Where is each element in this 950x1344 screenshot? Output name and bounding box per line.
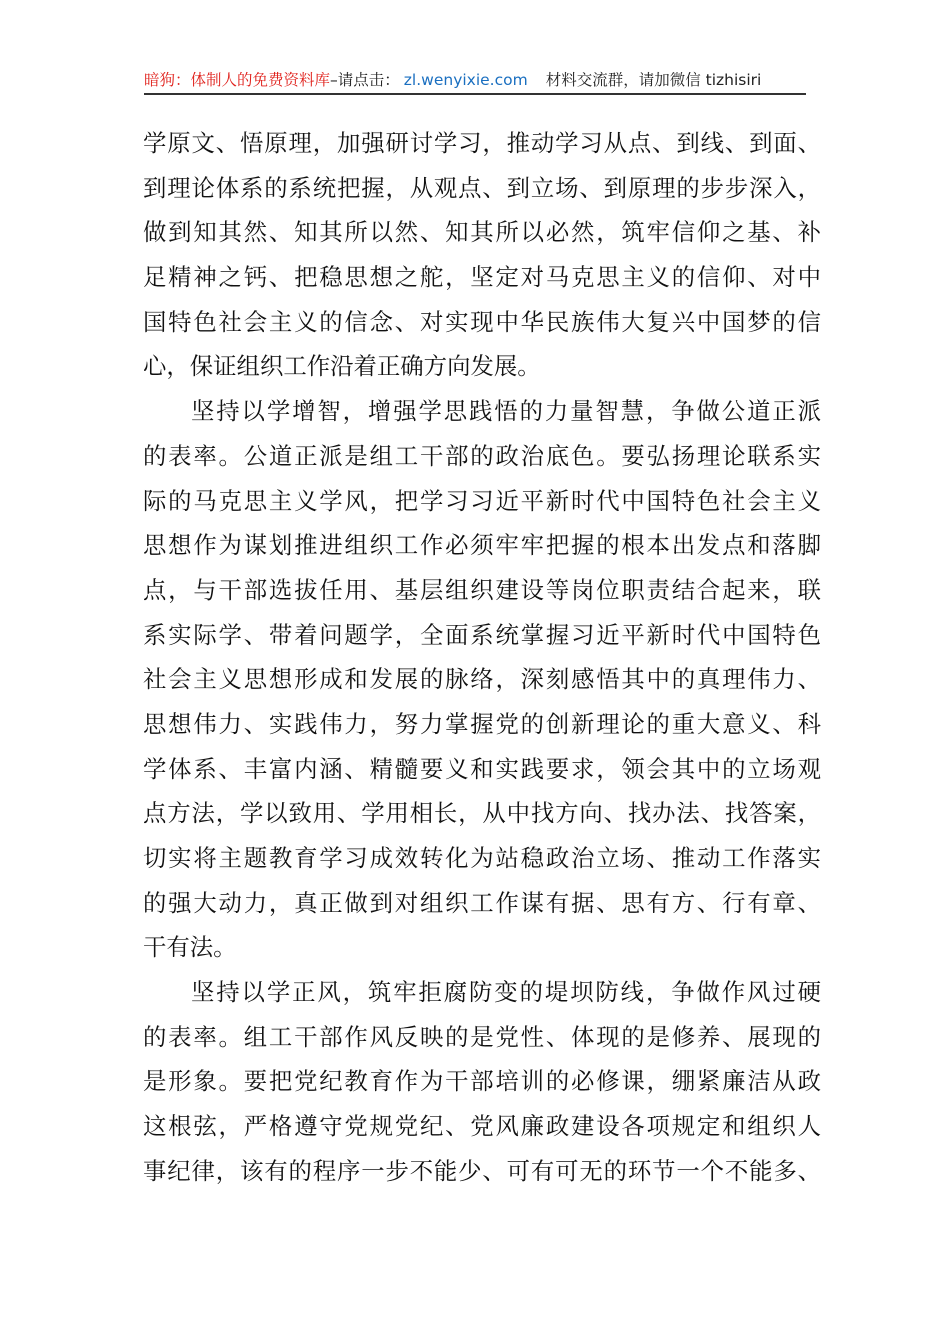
text-line: 的表率。公道正派是组工干部的政治底色。要弘扬理论联系实 xyxy=(143,441,821,470)
text-line: 干有法。 xyxy=(143,933,237,962)
text-line: 思想伟力、实践伟力，努力掌握党的创新理论的重大意义、科 xyxy=(143,709,821,738)
text-line: 思想作为谋划推进组织工作必须牢牢把握的根本出发点和落脚 xyxy=(143,531,821,560)
text-line: 点方法，学以致用、学用相长，从中找方向、找办法、找答案， xyxy=(143,799,821,828)
text-line: 系实际学、带着问题学，全面系统掌握习近平新时代中国特色 xyxy=(143,620,821,649)
text-line: 的强大动力，真正做到对组织工作谋有据、思有方、行有章、 xyxy=(143,888,821,917)
text-line: 社会主义思想形成和发展的脉络，深刻感悟其中的真理伟力、 xyxy=(143,665,821,694)
text-line: 际的马克思主义学风，把学习习近平新时代中国特色社会主义 xyxy=(143,486,821,515)
text-line: 做到知其然、知其所以然、知其所以必然，筑牢信仰之基、补 xyxy=(143,218,821,247)
text-line: 的表率。组工干部作风反映的是党性、体现的是修养、展现的 xyxy=(143,1022,821,1051)
header-prompt: –请点击： xyxy=(330,71,400,89)
text-line: 坚持以学增智，增强学思践悟的力量智慧，争做公道正派 xyxy=(191,397,821,426)
text-line: 足精神之钙、把稳思想之舵，坚定对马克思主义的信仰、对中 xyxy=(143,263,821,292)
header-brand: 暗狗：体制人的免费资料库 xyxy=(144,71,331,89)
text-line: 是形象。要把党纪教育作为干部培训的必修课，绷紧廉洁从政 xyxy=(143,1067,821,1096)
page-header xyxy=(144,68,806,92)
text-line: 这根弦，严格遵守党规党纪、党风廉政建设各项规定和组织人 xyxy=(143,1112,821,1141)
text-line: 到理论体系的系统把握，从观点、到立场、到原理的步步深入， xyxy=(143,173,821,202)
text-line: 事纪律，该有的程序一步不能少、可有可无的环节一个不能多、 xyxy=(143,1156,821,1185)
text-line: 心，保证组织工作沿着正确方向发展。 xyxy=(143,352,541,381)
text-line: 学原文、悟原理，加强研讨学习，推动学习从点、到线、到面、 xyxy=(143,129,821,157)
text-line: 点，与干部选拔任用、基层组织建设等岗位职责结合起来，联 xyxy=(143,575,821,604)
text-line: 坚持以学正风，筑牢拒腐防变的堤坝防线，争做作风过硬 xyxy=(191,978,821,1007)
document-body xyxy=(143,121,821,1194)
header-divider xyxy=(144,93,806,95)
text-line: 切实将主题教育学习成效转化为站稳政治立场、推动工作落实 xyxy=(143,844,821,872)
text-line: 国特色社会主义的信念、对实现中华民族伟大复兴中国梦的信 xyxy=(143,307,821,336)
text-line: 学体系、丰富内涵、精髓要义和实践要求，领会其中的立场观 xyxy=(143,754,821,783)
header-link[interactable]: zl.wenyixie.com xyxy=(403,71,528,89)
header-contact: 材料交流群，请加微信 tizhisiri xyxy=(545,71,762,89)
